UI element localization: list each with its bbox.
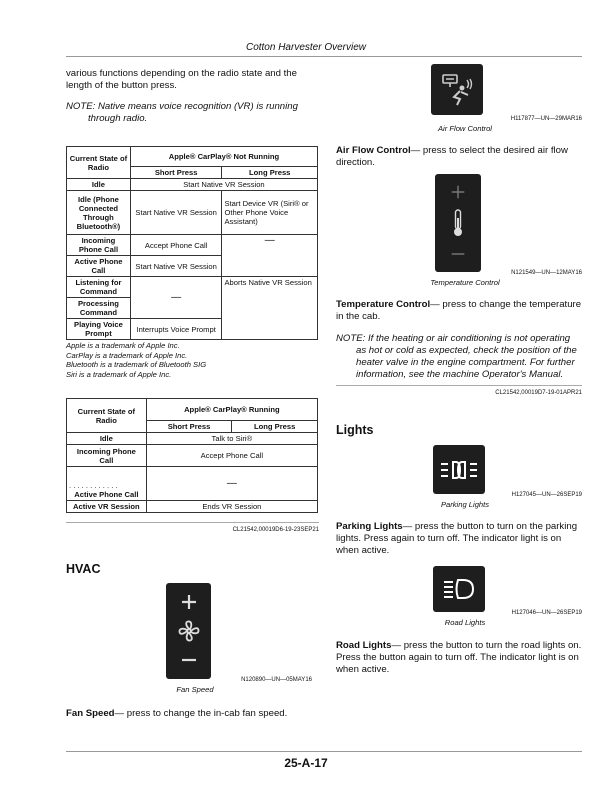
fan-icon	[177, 619, 201, 643]
thermometer-icon	[450, 208, 466, 238]
temperature-caption: Temperature Control	[430, 278, 500, 287]
note-rest: as hot or cold as expected, check the position of the heater valve in the engine compartment. For further information, see the machine Operator's Manual.	[356, 345, 577, 380]
note-prefix: NOTE:	[66, 101, 98, 112]
intro-paragraph: various functions depending on the radio state and the length of the button press.	[66, 68, 297, 91]
air-flow-icon	[437, 70, 477, 110]
note-native-vr	[66, 101, 319, 125]
long-press-cell: —	[222, 235, 318, 277]
trademark-notes	[66, 341, 319, 379]
air-flow-paragraph	[336, 145, 582, 169]
col-group-header: Apple® CarPlay® Not Running	[130, 147, 317, 167]
col-short-header: Short Press	[130, 167, 222, 179]
note-prefix: NOTE:	[336, 333, 368, 344]
state-dots: . . . . . . . . . . . .	[69, 481, 118, 490]
running-header: Cotton Harvester Overview	[245, 42, 367, 53]
col-short-header: Short Press	[146, 421, 232, 433]
carplay-not-running-table	[66, 146, 318, 340]
state-cell: Incoming Phone Call	[67, 445, 147, 467]
air-flow-image-code: H117877—UN—29MAR16	[510, 116, 582, 122]
footer-rule	[66, 751, 582, 752]
long-press-cell: Aborts Native VR Session	[222, 277, 318, 340]
parking-caption: Parking Lights	[440, 500, 490, 509]
short-press-cell: —	[130, 277, 222, 319]
minus-icon	[179, 650, 199, 670]
plus-icon	[179, 592, 199, 612]
state-cell	[67, 467, 147, 501]
air-flow-term: Air Flow Control	[336, 145, 411, 156]
parking-lights-image	[433, 445, 485, 494]
parking-image-code: H127045—UN—26SEP19	[511, 492, 582, 498]
action-cell: Accept Phone Call	[146, 445, 317, 467]
action-cell: Start Native VR Session	[130, 179, 317, 191]
col-long-header: Long Press	[232, 421, 318, 433]
col-long-header: Long Press	[222, 167, 318, 179]
parking-lights-icon	[437, 457, 481, 483]
state-cell: Processing Command	[67, 298, 131, 319]
air-flow-caption: Air Flow Control	[437, 124, 492, 133]
temperature-image-code: N121549—UN—12MAY16	[511, 270, 582, 276]
fan-speed-text: — press to change the in-cab fan speed.	[114, 708, 288, 719]
parking-lights-term: Parking Lights	[336, 521, 403, 532]
fan-speed-paragraph	[66, 708, 326, 720]
col-state-header: Current State of Radio	[67, 399, 147, 433]
section-ref-code: CL21542,00019D7-19-01APR21	[495, 390, 582, 396]
section-rule	[336, 385, 582, 386]
short-press-cell: Accept Phone Call	[130, 235, 222, 256]
note-heating	[336, 333, 582, 381]
road-lights-text: — press the button to turn the road lights on. Press the button again to turn off. The indicator light is on when active.	[336, 640, 582, 675]
plus-icon	[449, 183, 467, 201]
note-line-2: through radio.	[88, 113, 148, 124]
hvac-heading: HVAC	[66, 562, 101, 576]
action-cell: Talk to Siri®	[146, 433, 317, 445]
trademark-line: Apple is a trademark of Apple Inc.	[66, 341, 180, 350]
state-cell: Incoming Phone Call	[67, 235, 131, 256]
short-press-cell: Start Native VR Session	[130, 191, 222, 235]
note-line-1: If the heating or air conditioning is not operating	[367, 333, 571, 344]
trademark-line: Bluetooth is a trademark of Bluetooth SIG	[66, 360, 207, 370]
parking-lights-paragraph	[336, 521, 582, 557]
temperature-image	[435, 174, 481, 272]
trademark-line: CarPlay is a trademark of Apple Inc.	[66, 350, 188, 360]
road-lights-term: Road Lights	[336, 640, 392, 651]
section-rule	[66, 522, 319, 523]
col-state-header: Current State of Radio	[67, 147, 131, 179]
temperature-term: Temperature Control	[336, 299, 431, 310]
air-flow-image	[431, 64, 483, 115]
temperature-text: — press to change the temperature in the cab.	[336, 299, 582, 322]
state-cell: Listening for Command	[67, 277, 131, 298]
air-flow-text: — press to select the desired air flow direction.	[336, 145, 568, 168]
col-group-header: Apple® CarPlay® Running	[146, 399, 317, 421]
fan-speed-image	[166, 583, 211, 679]
carplay-running-table	[66, 398, 318, 513]
road-lights-icon	[441, 576, 477, 602]
short-press-cell: Interrupts Voice Prompt	[130, 319, 222, 340]
long-press-cell: Start Device VR (Siri® or Other Phone Voice Assistant)	[222, 191, 318, 235]
state-cell: Playing Voice Prompt	[67, 319, 131, 340]
lights-heading: Lights	[336, 423, 374, 437]
road-caption: Road Lights	[444, 618, 486, 627]
action-cell: —	[146, 467, 317, 501]
fan-speed-term: Fan Speed	[66, 708, 115, 719]
page-number: 25-A-17	[284, 756, 328, 770]
short-press-cell: Start Native VR Session	[130, 256, 222, 277]
trademark-line: Siri is a trademark of Apple Inc.	[66, 369, 172, 379]
note-line-1: Native means voice recognition (VR) is running	[97, 101, 298, 112]
minus-icon	[449, 245, 467, 263]
action-cell: Ends VR Session	[146, 501, 317, 513]
header-rule	[66, 56, 582, 57]
state-cell: Idle (Phone Connected Through Bluetooth®)	[67, 191, 131, 235]
temperature-paragraph	[336, 299, 582, 323]
fan-image-code: N120890—UN—05MAY16	[241, 677, 312, 683]
state-cell: Idle	[67, 179, 131, 191]
road-lights-image	[433, 566, 485, 612]
state-label: Active Phone Call	[74, 490, 139, 499]
road-lights-paragraph	[336, 640, 582, 676]
state-cell: Active Phone Call	[67, 256, 131, 277]
state-cell: Active VR Session	[67, 501, 147, 513]
fan-caption: Fan Speed	[176, 685, 214, 694]
parking-lights-text: — press the button to turn on the parking lights. Press again to turn off. The indicator light is on when active.	[336, 521, 578, 556]
road-image-code: H127046—UN—26SEP19	[511, 610, 582, 616]
state-cell: Idle	[67, 433, 147, 445]
section-ref-code: CL21542,00019D6-19-23SEP21	[232, 527, 319, 533]
